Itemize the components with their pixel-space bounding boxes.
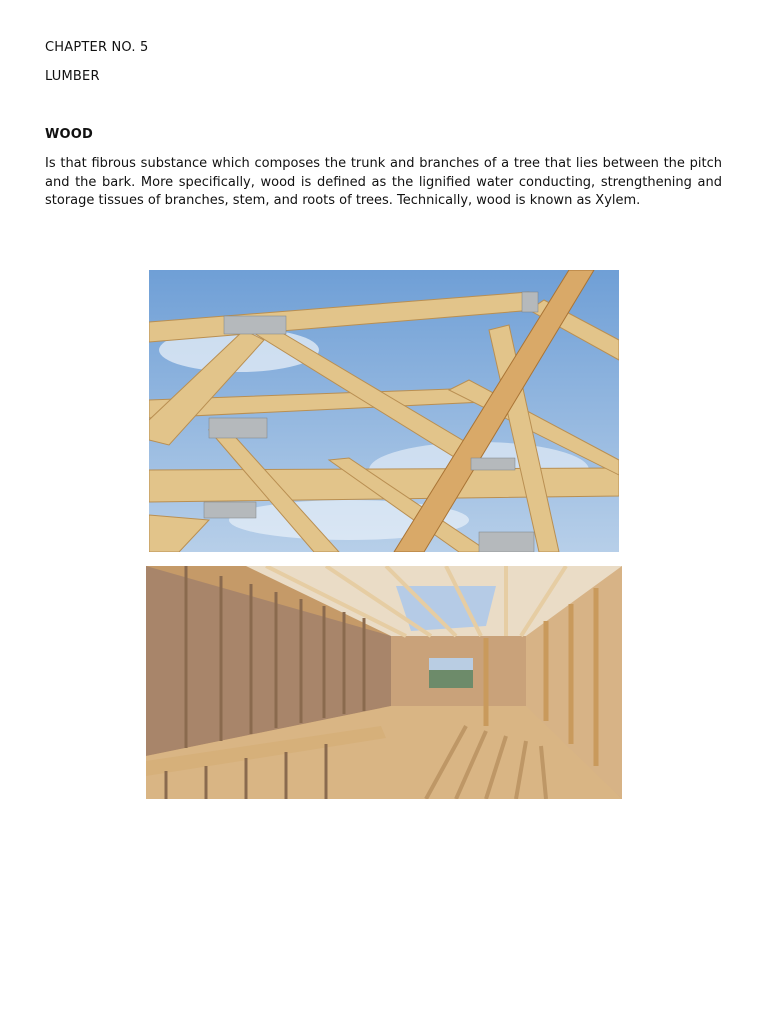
chapter-heading: CHAPTER NO. 5 — [45, 40, 149, 55]
roof-truss-photo — [149, 270, 619, 552]
topic-heading: LUMBER — [45, 69, 100, 84]
wood-definition-paragraph: Is that fibrous substance which composes the trunk and branches of a tree that lies between the pitch and the bark. More specifically, wood is defined as the lignified water conducting, strengthening and storage tissues of branches, stem, and roots of trees. Technically, wood is known as Xylem. — [45, 156, 722, 208]
framed-room-interior-photo — [146, 566, 622, 799]
section-title: WOOD — [45, 127, 94, 142]
